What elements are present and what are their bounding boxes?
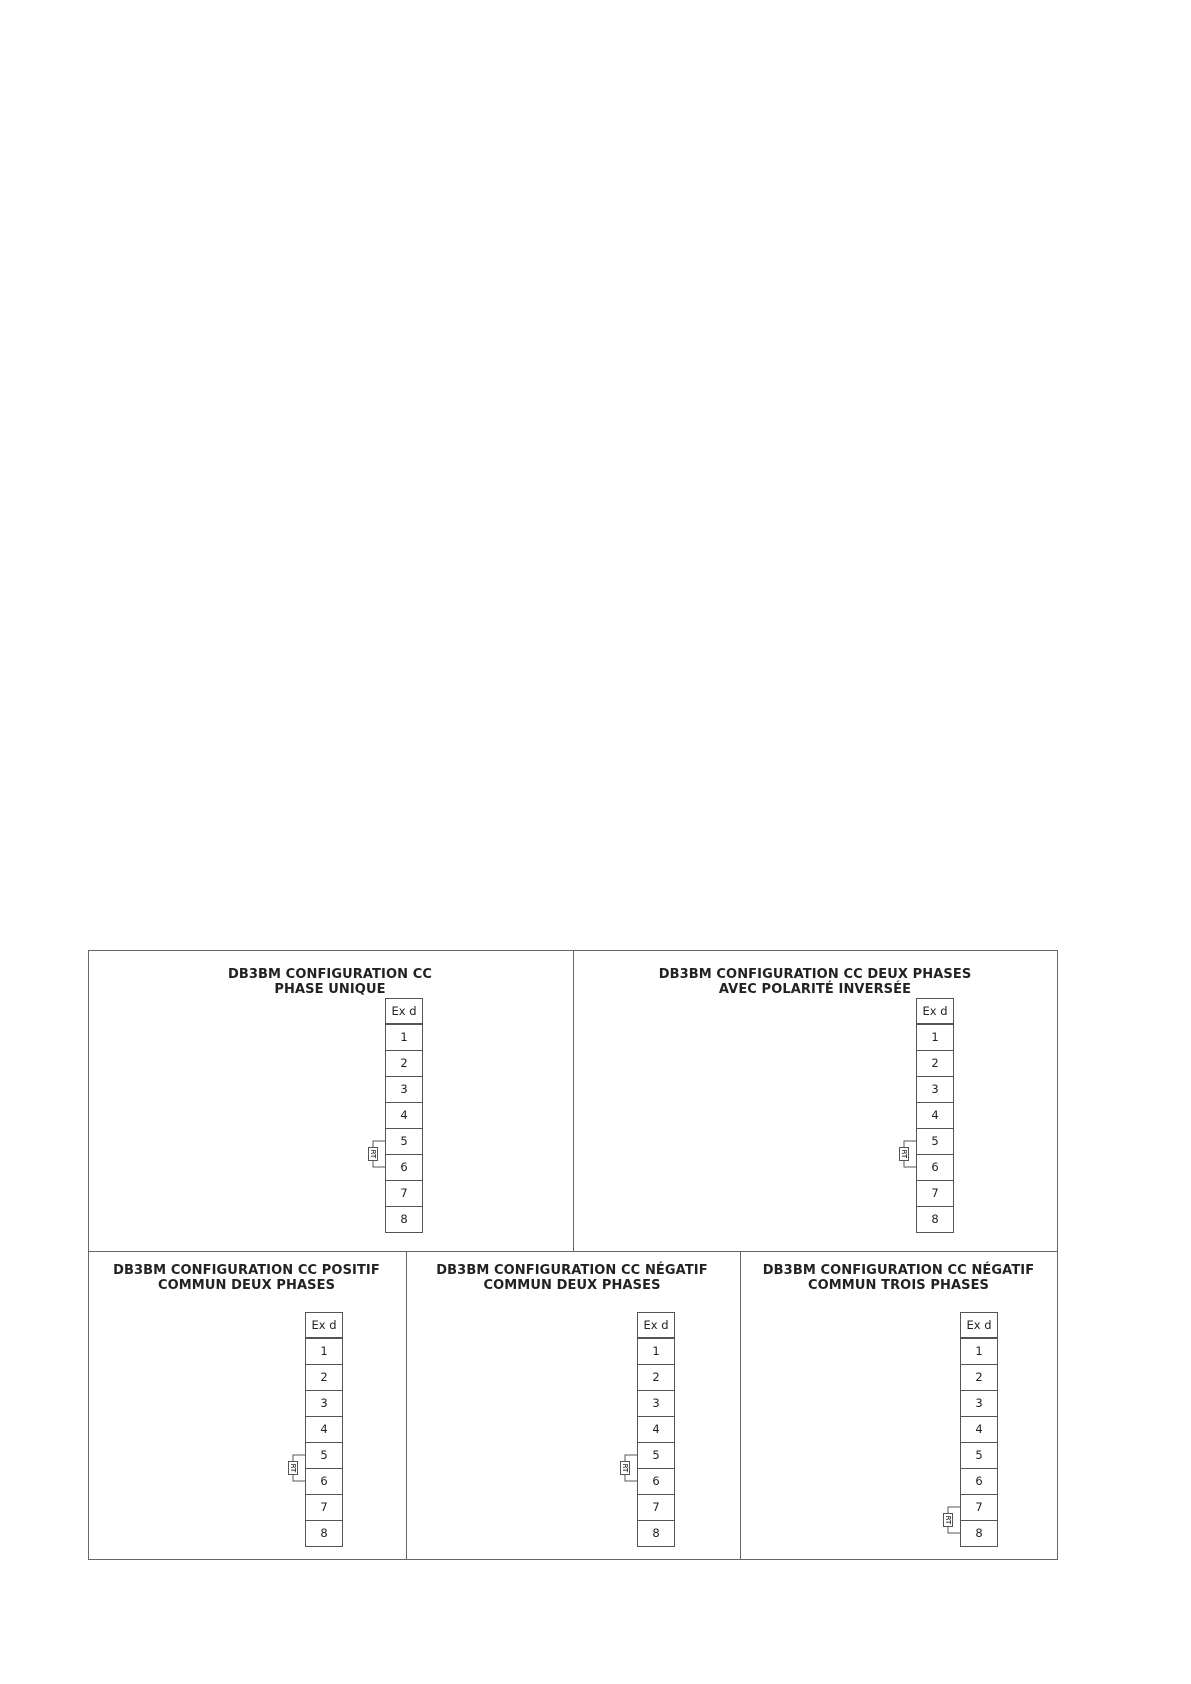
terminal-number: 4	[637, 1416, 675, 1443]
panel-title-line: DB3BM CONFIGURATION CC NÉGATIF	[436, 1263, 708, 1278]
terminal-number: 6	[385, 1154, 423, 1181]
terminal-number: 1	[960, 1338, 998, 1365]
resistor-symbol	[617, 1451, 639, 1485]
resistor-label: RT	[944, 1515, 952, 1525]
terminal-number: 4	[305, 1416, 343, 1443]
terminal-number: 2	[385, 1050, 423, 1077]
panel-title-line: DB3BM CONFIGURATION CC	[227, 967, 433, 982]
terminal-number: 8	[637, 1520, 675, 1547]
terminal-number: 2	[305, 1364, 343, 1391]
terminal-number: 7	[916, 1180, 954, 1207]
wiring-diagram-frame	[88, 950, 1058, 1560]
terminal-number: 2	[916, 1050, 954, 1077]
divider-bottom-right	[740, 1251, 741, 1559]
terminal-number: 1	[385, 1024, 423, 1051]
terminal-number: 2	[960, 1364, 998, 1391]
terminal-number: 1	[305, 1338, 343, 1365]
panel-title-line: DB3BM CONFIGURATION CC NÉGATIF	[762, 1263, 1035, 1278]
terminal-number: 6	[960, 1468, 998, 1495]
resistor-symbol	[365, 1137, 387, 1171]
terminal-number: 6	[637, 1468, 675, 1495]
resistor-symbol	[896, 1137, 918, 1171]
resistor-symbol	[285, 1451, 307, 1485]
panel-title-line: DB3BM CONFIGURATION CC POSITIF	[113, 1263, 380, 1278]
divider-bottom-left	[406, 1251, 407, 1559]
resistor-label: RT	[900, 1149, 908, 1159]
divider-middle	[89, 1251, 1057, 1252]
terminal-number: 8	[916, 1206, 954, 1233]
terminal-number: 5	[305, 1442, 343, 1469]
panel-title-line: COMMUN DEUX PHASES	[157, 1278, 336, 1293]
terminal-number: 8	[385, 1206, 423, 1233]
terminal-number: 8	[305, 1520, 343, 1547]
terminal-number: 8	[960, 1520, 998, 1547]
panel-title-line: DB3BM CONFIGURATION CC DEUX PHASES	[658, 967, 972, 982]
terminal-number: 7	[637, 1494, 675, 1521]
panel-title	[405, 1263, 739, 1293]
terminal-number: 6	[305, 1468, 343, 1495]
terminal-number: 3	[960, 1390, 998, 1417]
terminal-header: Ex d	[385, 998, 423, 1024]
panel-title	[572, 967, 1058, 997]
panel-title-line: COMMUN TROIS PHASES	[807, 1278, 990, 1293]
terminal-number: 3	[305, 1390, 343, 1417]
terminal-number: 5	[916, 1128, 954, 1155]
panel-title-line: PHASE UNIQUE	[274, 982, 386, 997]
terminal-number: 5	[960, 1442, 998, 1469]
terminal-number: 6	[916, 1154, 954, 1181]
terminal-number: 3	[637, 1390, 675, 1417]
terminal-header: Ex d	[916, 998, 954, 1024]
panel-title	[88, 967, 572, 997]
terminal-number: 3	[916, 1076, 954, 1103]
terminal-number: 5	[385, 1128, 423, 1155]
terminal-number: 1	[916, 1024, 954, 1051]
terminal-number: 4	[916, 1102, 954, 1129]
terminal-number: 7	[960, 1494, 998, 1521]
resistor-label: RT	[621, 1463, 629, 1473]
terminal-number: 5	[637, 1442, 675, 1469]
terminal-header: Ex d	[637, 1312, 675, 1338]
terminal-number: 4	[960, 1416, 998, 1443]
resistor-label: RT	[369, 1149, 377, 1159]
terminal-number: 2	[637, 1364, 675, 1391]
resistor-symbol	[940, 1503, 962, 1537]
terminal-number: 7	[385, 1180, 423, 1207]
resistor-label: RT	[289, 1463, 297, 1473]
terminal-number: 3	[385, 1076, 423, 1103]
panel-title	[739, 1263, 1058, 1293]
panel-title-line: AVEC POLARITÉ INVERSÉE	[718, 982, 912, 997]
terminal-number: 1	[637, 1338, 675, 1365]
terminal-number: 7	[305, 1494, 343, 1521]
terminal-header: Ex d	[305, 1312, 343, 1338]
terminal-header: Ex d	[960, 1312, 998, 1338]
panel-title	[88, 1263, 405, 1293]
terminal-number: 4	[385, 1102, 423, 1129]
panel-title-line: COMMUN DEUX PHASES	[483, 1278, 661, 1293]
